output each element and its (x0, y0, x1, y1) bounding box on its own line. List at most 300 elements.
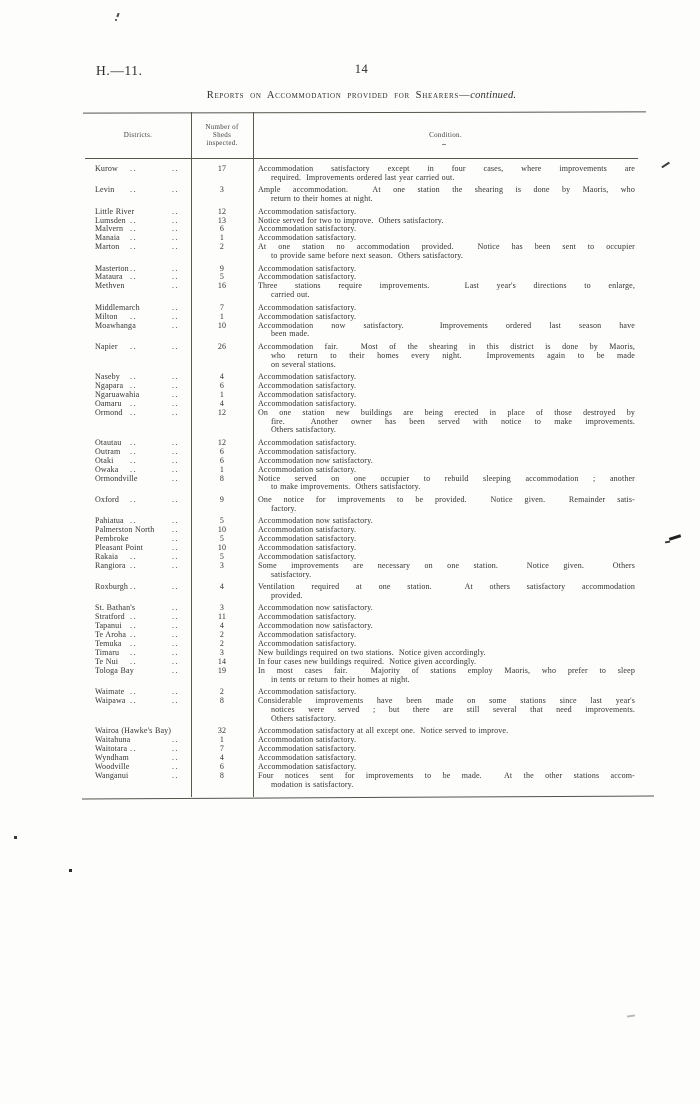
dot-leader: .. (172, 686, 180, 696)
condition-line: factory. (271, 503, 297, 513)
district-group (85, 604, 638, 684)
condition-cell (253, 697, 638, 724)
table-row (85, 243, 638, 261)
dot-leader: .. (172, 233, 180, 243)
condition-line: who return to their homes every night. Improvements again to be made (271, 350, 635, 360)
district-name: Little River (95, 206, 135, 216)
district-name: Waitahuna (95, 734, 131, 744)
dot-leader: .. (172, 612, 180, 622)
district-name: Pleasant Point (95, 542, 144, 552)
dot-leader: .. (130, 164, 138, 173)
table-row (85, 562, 638, 580)
district-name: Ormond (95, 407, 123, 417)
dot-leader: .. (130, 686, 138, 696)
sheds-count-cell: 4 (219, 398, 225, 408)
table-row (85, 736, 638, 745)
scan-artifact-top-left-dot (115, 19, 117, 21)
dot-leader: .. (172, 665, 180, 675)
condition-line: Accommodation satisfactory. (258, 224, 357, 234)
dot-leader: .. (130, 464, 138, 474)
district-name: Masterton (95, 263, 129, 273)
sheds-count-cell: 4 (219, 621, 225, 631)
condition-cell (253, 165, 638, 183)
sheds-count-cell: 12 (217, 437, 227, 447)
dot-leader: .. (172, 311, 180, 321)
district-group (85, 165, 638, 183)
condition-line: Accommodation satisfactory. (258, 734, 357, 744)
condition-line: to provide same before next season. Others satisfactory. (271, 251, 464, 261)
sheds-count-cell: 13 (217, 215, 227, 225)
condition-line: Accommodation now satisfactory. (258, 621, 373, 631)
dot-leader: .. (130, 311, 138, 321)
district-group (85, 186, 638, 204)
shearers-report-table (85, 112, 638, 798)
dot-leader: .. (130, 446, 138, 456)
condition-line: In most cases fair. Majority of stations employ Maoris, who prefer to sleep (258, 665, 635, 675)
sheds-count-cell: 1 (219, 233, 225, 243)
dot-leader: .. (172, 560, 180, 570)
district-name: Pembroke (95, 533, 129, 543)
dot-leader: .. (130, 437, 138, 447)
district-name: Ngaruawahia (95, 389, 140, 399)
condition-line: notices were served ; but there are still several that need improvements. (271, 704, 635, 714)
sheds-count-cell: 2 (219, 242, 225, 252)
dot-leader: .. (130, 612, 138, 622)
condition-line: Four notices sent for improvements to be made. At the other stations accom- (258, 770, 635, 780)
district-name: Owaka (95, 464, 119, 474)
dot-leader: .. (130, 341, 138, 351)
dot-leader: .. (172, 647, 180, 657)
dot-leader: .. (172, 302, 180, 312)
condition-line: Some improvements are necessary on one station. Notice given. Others (258, 560, 635, 570)
condition-cell (253, 243, 638, 261)
condition-line: Accommodation satisfactory. (258, 761, 357, 771)
district-name: Oxford (95, 494, 120, 504)
table-row (85, 496, 638, 514)
dot-leader: .. (130, 647, 138, 657)
header-sheds-inspected: Number of Sheds inspected. (205, 123, 239, 147)
condition-line: return to their homes at night. (271, 194, 373, 204)
dot-leader: .. (172, 770, 180, 780)
condition-line: On one station new buildings are being erected in place of those destroyed by (258, 407, 635, 417)
sheds-count-cell: 26 (217, 341, 227, 351)
sheds-count-cell: 11 (217, 612, 226, 622)
condition-line: Accommodation satisfactory. (258, 380, 357, 390)
condition-line: to make improvements. Others satisfactory. (271, 482, 421, 492)
dot-leader: .. (172, 551, 180, 561)
dot-leader: .. (172, 761, 180, 771)
dot-leader: .. (172, 473, 180, 483)
scan-artifact-pen-mark-middle-right (669, 534, 681, 540)
dot-leader: .. (130, 185, 138, 195)
condition-line: Accommodation now satisfactory. (258, 455, 373, 465)
sheds-count-cell: 3 (219, 647, 225, 657)
dot-leader: .. (172, 752, 180, 762)
table-row (85, 727, 638, 736)
condition-line: Accommodation satisfactory. (258, 311, 357, 321)
sheds-count-cell: 7 (219, 302, 225, 312)
condition-cell (253, 475, 638, 493)
dot-leader: .. (130, 621, 138, 631)
dot-leader: .. (130, 272, 138, 282)
dot-leader: .. (130, 638, 138, 648)
dot-leader: .. (130, 242, 138, 252)
sheds-count-cell: 16 (217, 281, 227, 291)
scan-artifact-speck-left (14, 836, 17, 839)
table-row (85, 282, 638, 300)
dot-leader: .. (172, 603, 180, 613)
condition-line: fire. Another owner has been served with notice to make improvements. (271, 416, 635, 426)
district-cell (85, 475, 191, 493)
dot-leader: .. (172, 224, 180, 234)
scan-artifact-header-dash (442, 144, 446, 145)
dot-leader: .. (172, 734, 180, 744)
page-number: 14 (354, 62, 369, 76)
district-name: Middlemarch (95, 302, 140, 312)
condition-line: One notice for improvements to be provided. Notice given. Remainder satis- (258, 494, 635, 504)
condition-line: Accommodation satisfactory. (258, 302, 357, 312)
table-row (85, 583, 638, 601)
condition-line: Accommodation satisfactory. (258, 389, 357, 399)
table-row (85, 343, 638, 370)
dot-leader: .. (172, 272, 180, 282)
condition-line: been made. (271, 329, 310, 339)
sheds-count-cell: 17 (217, 164, 227, 173)
condition-line: satisfactory. (271, 569, 312, 579)
table-row (85, 697, 638, 724)
dot-leader: .. (130, 656, 138, 666)
dot-leader: .. (172, 533, 180, 543)
district-group (85, 517, 638, 579)
dot-leader: .. (172, 164, 180, 173)
condition-line: Accommodation satisfactory. (258, 398, 357, 408)
dot-leader: .. (172, 455, 180, 465)
table-row (85, 604, 638, 613)
sheds-count-cell: 8 (219, 770, 225, 780)
sheds-count-cell: 10 (217, 542, 227, 552)
sheds-count-cell: 1 (219, 311, 225, 321)
dot-leader: .. (172, 372, 180, 382)
district-cell (85, 322, 191, 340)
district-name: Te Nui (95, 656, 119, 666)
sheds-count-cell: 10 (217, 525, 227, 535)
condition-cell (253, 343, 638, 370)
condition-line: Accommodation satisfactory. (258, 533, 357, 543)
table-row (85, 475, 638, 493)
district-name: Rakaia (95, 551, 119, 561)
sheds-count-cell: 2 (219, 630, 225, 639)
dot-leader: .. (172, 542, 180, 552)
table-row (85, 631, 638, 640)
district-name: Marton (95, 242, 120, 252)
district-name: Waipawa (95, 695, 126, 705)
table-title (85, 90, 638, 101)
table-row (85, 754, 638, 763)
table-row (85, 304, 638, 313)
district-name: Te Aroha (95, 630, 127, 639)
district-group (85, 343, 638, 370)
dot-leader: .. (172, 581, 180, 591)
table-row (85, 526, 638, 535)
table-row (85, 517, 638, 526)
title-dash: — (459, 90, 471, 101)
district-group (85, 373, 638, 435)
table-row (85, 409, 638, 436)
table-header-row (85, 112, 638, 159)
dot-leader: .. (130, 398, 138, 408)
header-condition: Condition. (253, 131, 638, 139)
condition-line: Accommodation satisfactory. (258, 206, 357, 216)
condition-line: in tents or return to their homes at night. (271, 674, 410, 684)
dot-leader: .. (130, 233, 138, 243)
condition-line: on several stations. (271, 359, 336, 369)
table-row (85, 391, 638, 400)
dot-leader: .. (172, 695, 180, 705)
sheds-count-cell: 5 (219, 533, 225, 543)
table-row (85, 457, 638, 466)
district-name: Outram (95, 446, 121, 456)
district-name: Manaia (95, 233, 120, 243)
condition-cell (253, 322, 638, 340)
dot-leader: .. (130, 215, 138, 225)
condition-line: Accommodation now satisfactory. (258, 603, 373, 613)
district-group (85, 688, 638, 724)
district-cell (85, 343, 191, 370)
dot-leader: .. (172, 437, 180, 447)
district-name: Malvern (95, 224, 124, 234)
condition-cell (253, 583, 638, 601)
title-main: Reports on Accommodation provided for Shearers (206, 90, 460, 101)
district-name: Wairoa (Hawke's Bay) (95, 726, 172, 736)
district-name: Otaki (95, 455, 114, 465)
dot-leader: .. (172, 380, 180, 390)
district-group (85, 208, 638, 261)
condition-line: Accommodation fair. Most of the shearing in this district is done by Maoris, (258, 341, 635, 351)
condition-line: Three stations require improvements. Last year's directions to enlarge, (258, 281, 635, 291)
condition-cell (253, 496, 638, 514)
dot-leader: .. (172, 389, 180, 399)
dot-leader: .. (172, 621, 180, 631)
sheds-count-cell: 19 (217, 665, 227, 675)
dot-leader: .. (172, 638, 180, 648)
district-name: Mataura (95, 272, 123, 282)
sheds-count-cell: 7 (219, 743, 225, 753)
condition-cell (253, 562, 638, 580)
district-cell (85, 186, 191, 204)
condition-line: Accommodation satisfactory. (258, 630, 357, 639)
table-row (85, 745, 638, 754)
table-body (85, 159, 638, 798)
district-name: Ormondville (95, 473, 138, 483)
sheds-count-cell: 5 (219, 272, 225, 282)
condition-line: Accommodation satisfactory. (258, 752, 357, 762)
condition-line: Accommodation now satisfactory. (258, 516, 373, 526)
condition-cell (253, 409, 638, 436)
dot-leader: .. (130, 630, 138, 639)
dot-leader: .. (172, 743, 180, 753)
district-cell (85, 496, 191, 514)
district-cell (85, 583, 191, 601)
table-row (85, 265, 638, 274)
condition-line: Accommodation satisfactory. (258, 743, 357, 753)
sheds-count-cell: 4 (219, 752, 225, 762)
sheds-count-cell: 2 (219, 686, 225, 696)
district-name: Stratford (95, 612, 125, 622)
sheds-count-cell: 3 (219, 603, 225, 613)
condition-line: At one station no accommodation provided. Notice has been sent to occupier (258, 242, 635, 252)
district-cell (85, 772, 191, 790)
dot-leader: .. (172, 525, 180, 535)
dot-leader: .. (172, 341, 180, 351)
district-name: Palmerston North (95, 525, 155, 535)
condition-line: In four cases new buildings required. Notice given accordingly. (258, 656, 477, 666)
dot-leader: .. (130, 551, 138, 561)
scan-artifact-pen-tick-right (661, 162, 669, 168)
dot-leader: .. (172, 516, 180, 526)
sheds-count-cell: 32 (217, 726, 227, 736)
district-name: Otautau (95, 437, 122, 447)
dot-leader: .. (172, 446, 180, 456)
condition-line: Others satisfactory. (271, 713, 337, 723)
condition-line: Ventilation required at one station. At others satisfactory accommodation (258, 581, 635, 591)
district-name: Methven (95, 281, 125, 291)
table-row (85, 217, 638, 226)
district-name: Wanganui (95, 770, 129, 780)
district-cell (85, 409, 191, 436)
district-cell (85, 243, 191, 261)
district-cell (85, 562, 191, 580)
condition-line: Accommodation satisfactory. (258, 272, 357, 282)
sheds-count-cell: 10 (217, 320, 227, 330)
dot-leader: .. (172, 281, 180, 291)
condition-line: Accommodation satisfactory at all except one. Notice served to improve. (258, 726, 509, 736)
sheds-count-cell: 6 (219, 455, 225, 465)
dot-leader: .. (130, 263, 138, 273)
dot-leader: .. (130, 581, 138, 591)
sheds-count-cell: 8 (219, 473, 225, 483)
district-name: Pahiatua (95, 516, 124, 526)
dot-leader: .. (130, 560, 138, 570)
condition-line: carried out. (271, 290, 310, 300)
table-row (85, 186, 638, 204)
dot-leader: .. (172, 263, 180, 273)
condition-line: Ample accommodation. At one station the shearing is done by Maoris, who (258, 185, 635, 195)
district-name: Timaru (95, 647, 120, 657)
dot-leader: .. (130, 380, 138, 390)
column-rule-district-sheds (191, 112, 192, 797)
sheds-count-cell: 12 (217, 407, 227, 417)
dot-leader: .. (172, 206, 180, 216)
condition-cell (253, 667, 638, 685)
district-name: Levin (95, 185, 115, 195)
table-row (85, 322, 638, 340)
condition-line: Accommodation now satisfactory. Improvements ordered last season have (258, 320, 635, 330)
sheds-count-cell: 4 (219, 372, 225, 382)
district-name: St. Bathan's (95, 603, 136, 613)
column-rule-sheds-condition (253, 112, 254, 797)
table-row (85, 373, 638, 382)
dot-leader: .. (172, 398, 180, 408)
district-cell (85, 697, 191, 724)
dot-leader: .. (172, 320, 180, 330)
sheds-count-cell: 4 (219, 581, 225, 591)
district-name: Wyndham (95, 752, 129, 762)
condition-cell (253, 772, 638, 790)
district-group (85, 265, 638, 301)
dot-leader: .. (172, 407, 180, 417)
dot-leader: .. (130, 407, 138, 417)
district-cell (85, 165, 191, 183)
sheds-count-cell: 9 (219, 263, 225, 273)
table-row (85, 544, 638, 553)
title-continued: continued. (470, 90, 517, 101)
condition-line: Accommodation satisfactory. (258, 263, 357, 273)
dot-leader: .. (172, 630, 180, 639)
condition-line: required. Improvements ordered last year carried out. (271, 172, 455, 182)
dot-leader: .. (130, 695, 138, 705)
scan-artifact-top-left (116, 13, 119, 17)
dot-leader: .. (172, 215, 180, 225)
sheds-count-cell: 6 (219, 380, 225, 390)
doc-reference: H.—11. (96, 63, 143, 78)
condition-line: Accommodation satisfactory. (258, 372, 357, 382)
condition-cell (253, 186, 638, 204)
sheds-count-cell: 1 (219, 389, 225, 399)
dot-leader: .. (130, 224, 138, 234)
district-name: Oamaru (95, 398, 122, 408)
district-name: Napier (95, 341, 118, 351)
condition-line: Accommodation satisfactory. (258, 437, 357, 447)
district-name: Lumsden (95, 215, 126, 225)
sheds-count-cell: 6 (219, 761, 225, 771)
condition-line: modation is satisfactory. (271, 779, 354, 789)
condition-line: Others satisfactory. (271, 425, 337, 435)
district-name: Ngapara (95, 380, 124, 390)
district-name: Woodville (95, 761, 130, 771)
condition-line: Considerable improvements have been made on some stations since last year's (258, 695, 635, 705)
sheds-count-cell: 1 (219, 734, 225, 744)
condition-line: Accommodation satisfactory. (258, 686, 357, 696)
condition-line: provided. (271, 590, 303, 600)
district-name: Tapanui (95, 621, 122, 631)
condition-line: Accommodation satisfactory. (258, 542, 357, 552)
district-name: Tologa Bay (95, 665, 134, 675)
district-name: Waitotara (95, 743, 128, 753)
table-row (85, 772, 638, 790)
table-row (85, 225, 638, 234)
district-name: Rangiora (95, 560, 126, 570)
sheds-count-cell: 5 (219, 516, 225, 526)
district-name: Milton (95, 311, 118, 321)
condition-line: New buildings required on two stations. Notice given accordingly. (258, 647, 486, 657)
district-name: Temuka (95, 638, 122, 648)
sheds-count-cell: 8 (219, 695, 225, 705)
table-row (85, 535, 638, 544)
table-row (85, 667, 638, 685)
district-group (85, 583, 638, 601)
district-cell (85, 282, 191, 300)
district-group (85, 304, 638, 340)
district-cell (85, 667, 191, 685)
dot-leader: .. (172, 494, 180, 504)
dot-leader: .. (130, 372, 138, 382)
dot-leader: .. (130, 516, 138, 526)
condition-line: Accommodation satisfactory. (258, 233, 357, 243)
condition-line: Accommodation satisfactory. (258, 551, 357, 561)
district-group (85, 727, 638, 789)
dot-leader: .. (172, 464, 180, 474)
scan-artifact-pen-mark-middle-right-2 (665, 541, 670, 543)
